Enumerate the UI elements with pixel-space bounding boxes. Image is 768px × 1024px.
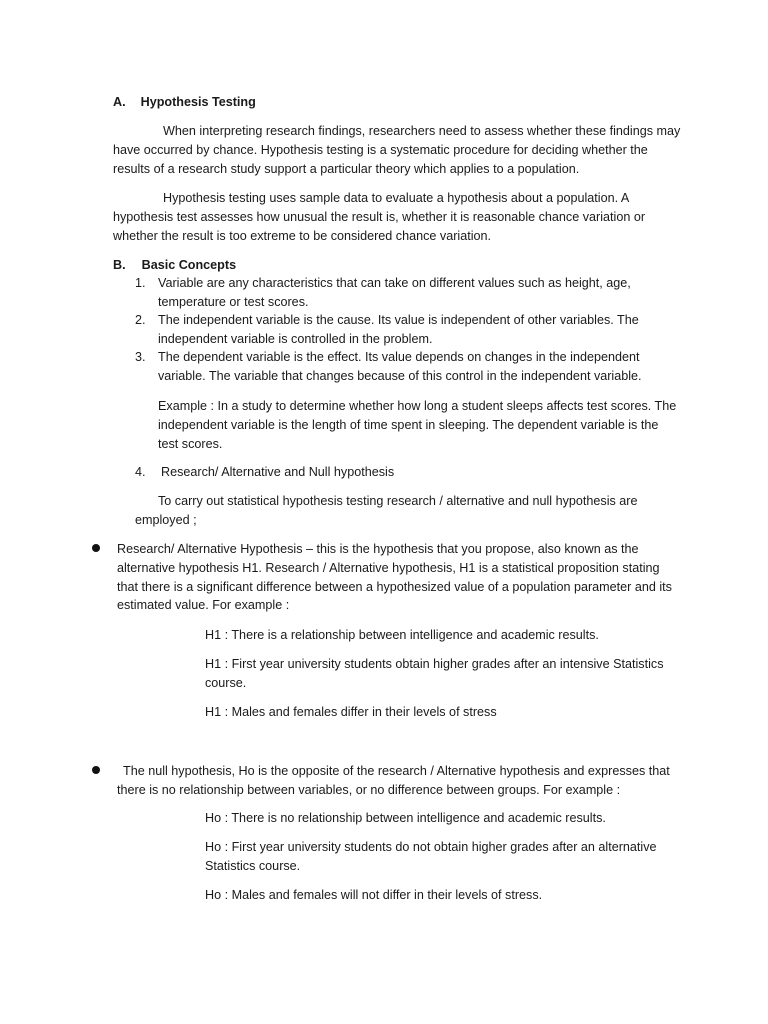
carry-out-paragraph: To carry out statistical hypothesis testing research / alternative and null hypothesis are employed ;	[135, 494, 638, 527]
section-a-heading	[113, 93, 256, 112]
ho-example-3: Ho : Males and females will not differ in their levels of stress.	[205, 888, 543, 902]
list-text: The independent variable is the cause. Its value is independent of other variables. The independent variable is controlled in the problem.	[158, 313, 639, 346]
section-a-marker: A.	[113, 95, 126, 109]
section-a-title: Hypothesis Testing	[140, 95, 256, 109]
section-a-paragraph-1: When interpreting research findings, researchers need to assess whether these findings may have occurred by chance. Hypothesis testing is a systematic procedure for deciding whether the results of a research study support a particular theory which applies to a population.	[113, 124, 681, 176]
h1-example-1: H1 : There is a relationship between intelligence and academic results.	[205, 628, 599, 642]
bullet-dot-null	[92, 766, 100, 774]
bullet-dot-alternative	[92, 544, 100, 552]
example-paragraph: Example : In a study to determine whether how long a student sleeps affects test scores. The independent variable is the length of time spent in sleeping. The dependent variable is the test scores.	[158, 399, 677, 451]
h1-example-3: H1 : Males and females differ in their levels of stress	[205, 705, 497, 719]
h1-example-2: H1 : First year university students obtain higher grades after an intensive Statistics course.	[205, 657, 664, 690]
list-number: 1.	[135, 276, 146, 290]
list-item-1	[135, 274, 678, 312]
list-number: 4.	[135, 465, 146, 479]
list-item-2	[135, 311, 678, 349]
list-number: 2.	[135, 313, 146, 327]
ho-example-2: Ho : First year university students do not obtain higher grades after an alternative Statistics course.	[205, 840, 657, 873]
null-hypothesis-paragraph: The null hypothesis, Ho is the opposite of the research / Alternative hypothesis and expresses that there is no relationship between variables, or no difference between groups. For example :	[117, 764, 670, 797]
list-item-3	[135, 348, 678, 386]
section-b-heading	[113, 256, 236, 275]
list-item-4	[135, 463, 678, 482]
list-text: The dependent variable is the effect. Its value depends on changes in the independent variable. The variable that changes because of this control in the independent variable.	[158, 350, 642, 383]
alternative-hypothesis-paragraph: Research/ Alternative Hypothesis – this is the hypothesis that you propose, also known as the alternative hypothesis H1. Research / Alternative hypothesis, H1 is a statistical proposition stating that there is a significant difference between a hypothesized value of a population parameter and its estimated value. For example :	[117, 542, 672, 613]
list-text: Research/ Alternative and Null hypothesis	[161, 465, 395, 479]
ho-example-1: Ho : There is no relationship between intelligence and academic results.	[205, 811, 606, 825]
list-text: Variable are any characteristics that can take on different values such as height, age, temperature or test scores.	[158, 276, 631, 309]
section-b-marker: B.	[113, 258, 126, 272]
section-a-paragraph-2: Hypothesis testing uses sample data to evaluate a hypothesis about a population. A hypothesis test assesses how unusual the result is, whether it is reasonable chance variation or whether the result is too extreme to be considered chance variation.	[113, 191, 646, 243]
list-number: 3.	[135, 350, 146, 364]
section-b-title: Basic Concepts	[141, 258, 237, 272]
